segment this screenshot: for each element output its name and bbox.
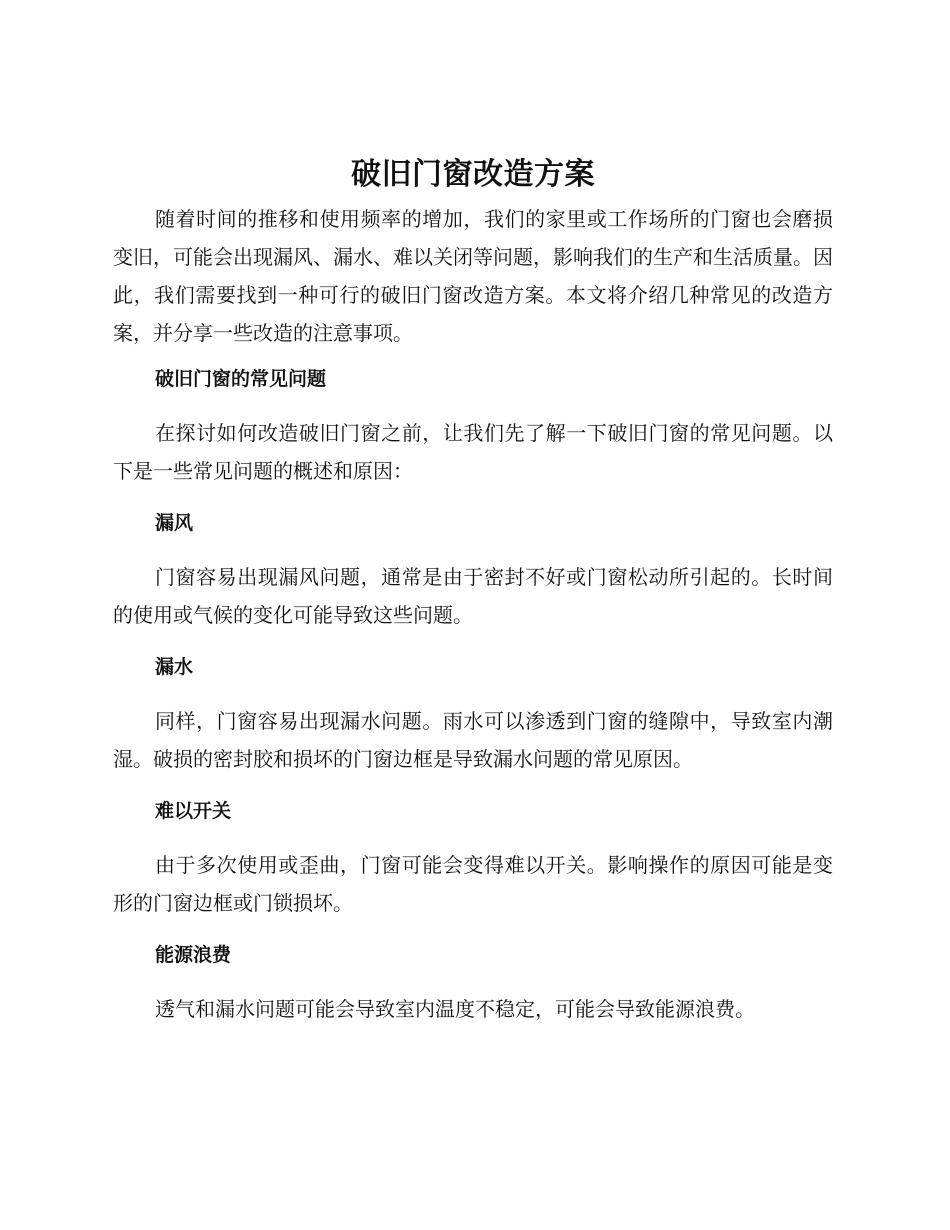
document-body — [113, 150, 833, 1028]
intro-paragraph: 随着时间的推移和使用频率的增加，我们的家里或工作场所的门窗也会磨损变旧，可能会出现漏风、漏水、难以关闭等问题，影响我们的生产和生活质量。因此，我们需要找到一种可行的破旧门窗改造方案。本文将介绍几种常见的改造方案，并分享一些改造的注意事项。 — [113, 207, 833, 345]
spacer — [113, 542, 833, 558]
spacer — [113, 398, 833, 414]
section-heading-energy-waste: 能源浪费 — [155, 944, 232, 966]
spacer — [113, 830, 833, 846]
section-paragraph-water-leak: 同样，门窗容易出现漏水问题。雨水可以渗透到门窗的缝隙中，导致室内潮湿。破损的密封胶和损坏的门窗边框是导致漏水问题的常见原因。 — [113, 709, 833, 771]
section-paragraph-hard-to-open: 由于多次使用或歪曲，门窗可能会变得难以开关。影响操作的原因可能是变形的门窗边框或门锁损坏。 — [113, 853, 833, 915]
spacer — [113, 634, 833, 648]
spacer — [113, 352, 833, 360]
section-paragraph-air-leak: 门窗容易出现漏风问题，通常是由于密封不好或门窗松动所引起的。长时间的使用或气候的变化可能导致这些问题。 — [113, 565, 833, 627]
page-title: 破旧门窗改造方案 — [351, 157, 595, 192]
section-heading-common-problems: 破旧门窗的常见问题 — [155, 368, 327, 390]
spacer — [113, 778, 833, 792]
spacer — [113, 686, 833, 702]
section-heading-hard-to-open: 难以开关 — [155, 800, 232, 822]
section-paragraph-common-problems: 在探讨如何改造破旧门窗之前，让我们先了解一下破旧门窗的常见问题。以下是一些常见问题的概述和原因： — [113, 421, 833, 483]
section-heading-air-leak: 漏风 — [155, 512, 194, 534]
spacer — [113, 922, 833, 936]
spacer — [113, 974, 833, 990]
spacer — [113, 490, 833, 504]
section-paragraph-energy-waste: 透气和漏水问题可能会导致室内温度不稳定，可能会导致能源浪费。 — [155, 997, 755, 1021]
section-heading-water-leak: 漏水 — [155, 656, 194, 678]
